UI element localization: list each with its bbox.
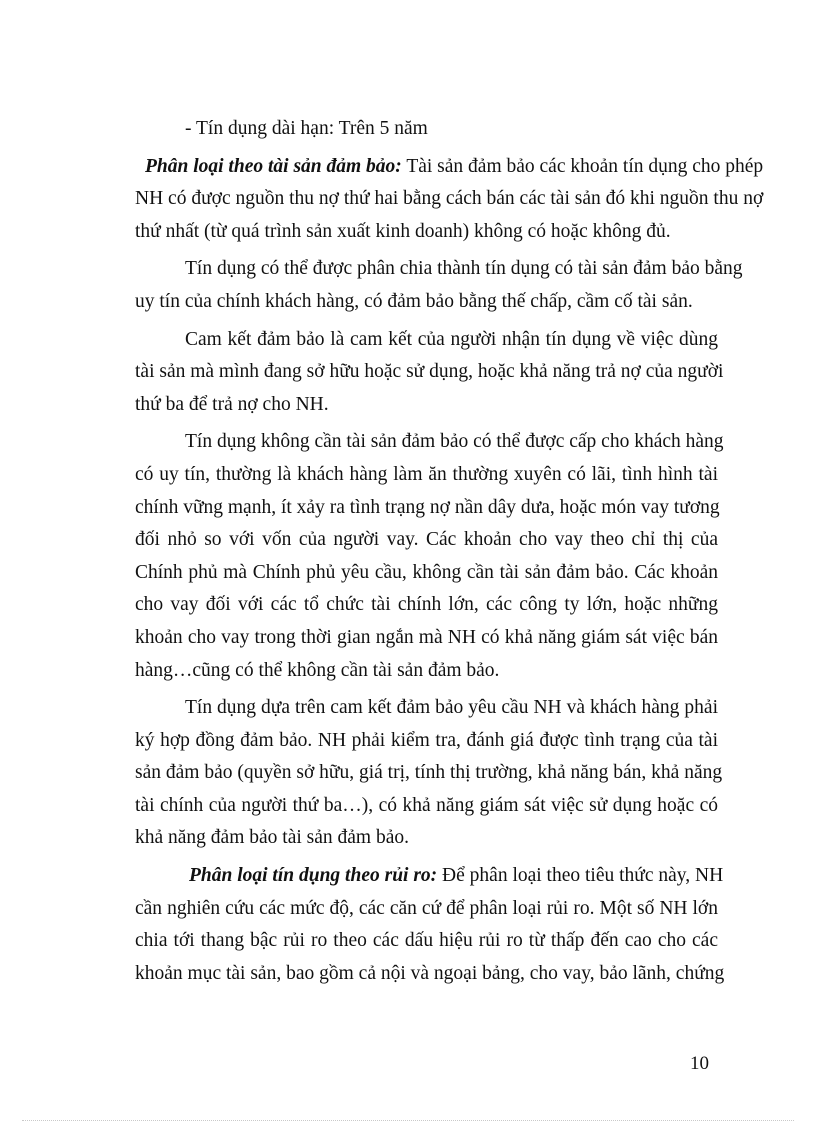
text-line: đối nhỏ so với vốn của người vay. Các khoản cho vay theo chỉ thị của	[135, 529, 718, 551]
text-line: có uy tín, thường là khách hàng làm ăn thường xuyên có lãi, tình hình tài	[135, 463, 718, 485]
text-line: khoản mục tài sản, bao gồm cả nội và ngoại bảng, cho vay, bảo lãnh, chứng	[135, 962, 725, 984]
text-line: thứ nhất (từ quá trình sản xuất kinh doanh) không có hoặc không đủ.	[135, 220, 671, 242]
text-line: khoản cho vay trong thời gian ngắn mà NH có khả năng giám sát việc bán	[135, 626, 718, 648]
paragraph-guarantee-commitment	[135, 324, 724, 422]
paragraph-classification-by-risk	[135, 860, 725, 990]
paragraph-collateral-types	[135, 253, 743, 318]
section-heading-risk: Phân loại tín dụng theo rủi ro:	[189, 865, 438, 887]
paragraph-classification-by-collateral	[125, 151, 764, 249]
text-run: Tài sản đảm bảo các khoản tín dụng cho phép	[401, 155, 764, 177]
text-line: sản đảm bảo (quyền sở hữu, giá trị, tính thị trường, khả năng bán, khả năng	[135, 762, 723, 784]
text-line	[135, 860, 724, 893]
text-line: thứ ba để trả nợ cho NH.	[135, 393, 329, 415]
text-line: cần nghiên cứu các mức độ, các căn cứ để phân loại rủi ro. Một số NH lớn	[135, 897, 718, 919]
text-line: hàng…cũng có thể không cần tài sản đảm bảo.	[135, 659, 500, 681]
section-heading-collateral: Phân loại theo tài sản đảm bảo:	[145, 155, 402, 177]
text-run: Để phân loại theo tiêu thức này, NH	[437, 865, 724, 887]
page-number: 10	[690, 1053, 709, 1074]
text-line: khả năng đảm bảo tài sản đảm bảo.	[135, 827, 409, 849]
text-line: Chính phủ mà Chính phủ yêu cầu, không cần tài sản đảm bảo. Các khoản	[135, 561, 718, 583]
text-line: - Tín dụng dài hạn: Trên 5 năm	[185, 118, 428, 139]
text-line: Tín dụng không cần tài sản đảm bảo có thể được cấp cho khách hàng	[185, 431, 724, 453]
text-line: chính vững mạnh, ít xảy ra tình trạng nợ nần dây dưa, hoặc món vay tương	[135, 496, 720, 518]
paragraph-unsecured-credit	[135, 426, 724, 687]
text-line: chia tới thang bậc rủi ro theo các dấu hiệu rủi ro từ thấp đến cao cho các	[135, 930, 718, 952]
text-line	[125, 151, 764, 184]
text-line: NH có được nguồn thu nợ thứ hai bằng cách bán các tài sản đó khi nguồn thu nợ	[135, 188, 764, 210]
text-line: tài chính của người thứ ba…), có khả năng giám sát việc sử dụng hoặc có	[135, 794, 718, 816]
text-line: uy tín của chính khách hàng, có đảm bảo bằng thế chấp, cầm cố tài sản.	[135, 290, 693, 312]
text-line: Tín dụng có thể được phân chia thành tín dụng có tài sản đảm bảo bằng	[185, 258, 743, 280]
text-line: cho vay đối với các tổ chức tài chính lớn, các công ty lớn, hoặc những	[135, 594, 718, 616]
text-line: tài sản mà mình đang sở hữu hoặc sử dụng, hoặc khả năng trả nợ của người	[135, 361, 724, 383]
text-line: ký hợp đồng đảm bảo. NH phải kiểm tra, đánh giá được tình trạng của tài	[135, 729, 718, 751]
document-body	[135, 113, 764, 990]
text-line: Tín dụng dựa trên cam kết đảm bảo yêu cầu NH và khách hàng phải	[185, 697, 718, 719]
text-line: Cam kết đảm bảo là cam kết của người nhận tín dụng về việc dùng	[185, 328, 718, 350]
paragraph-long-term-credit	[135, 113, 718, 146]
page-footer-divider	[22, 1120, 794, 1121]
paragraph-secured-commitment	[135, 692, 723, 855]
